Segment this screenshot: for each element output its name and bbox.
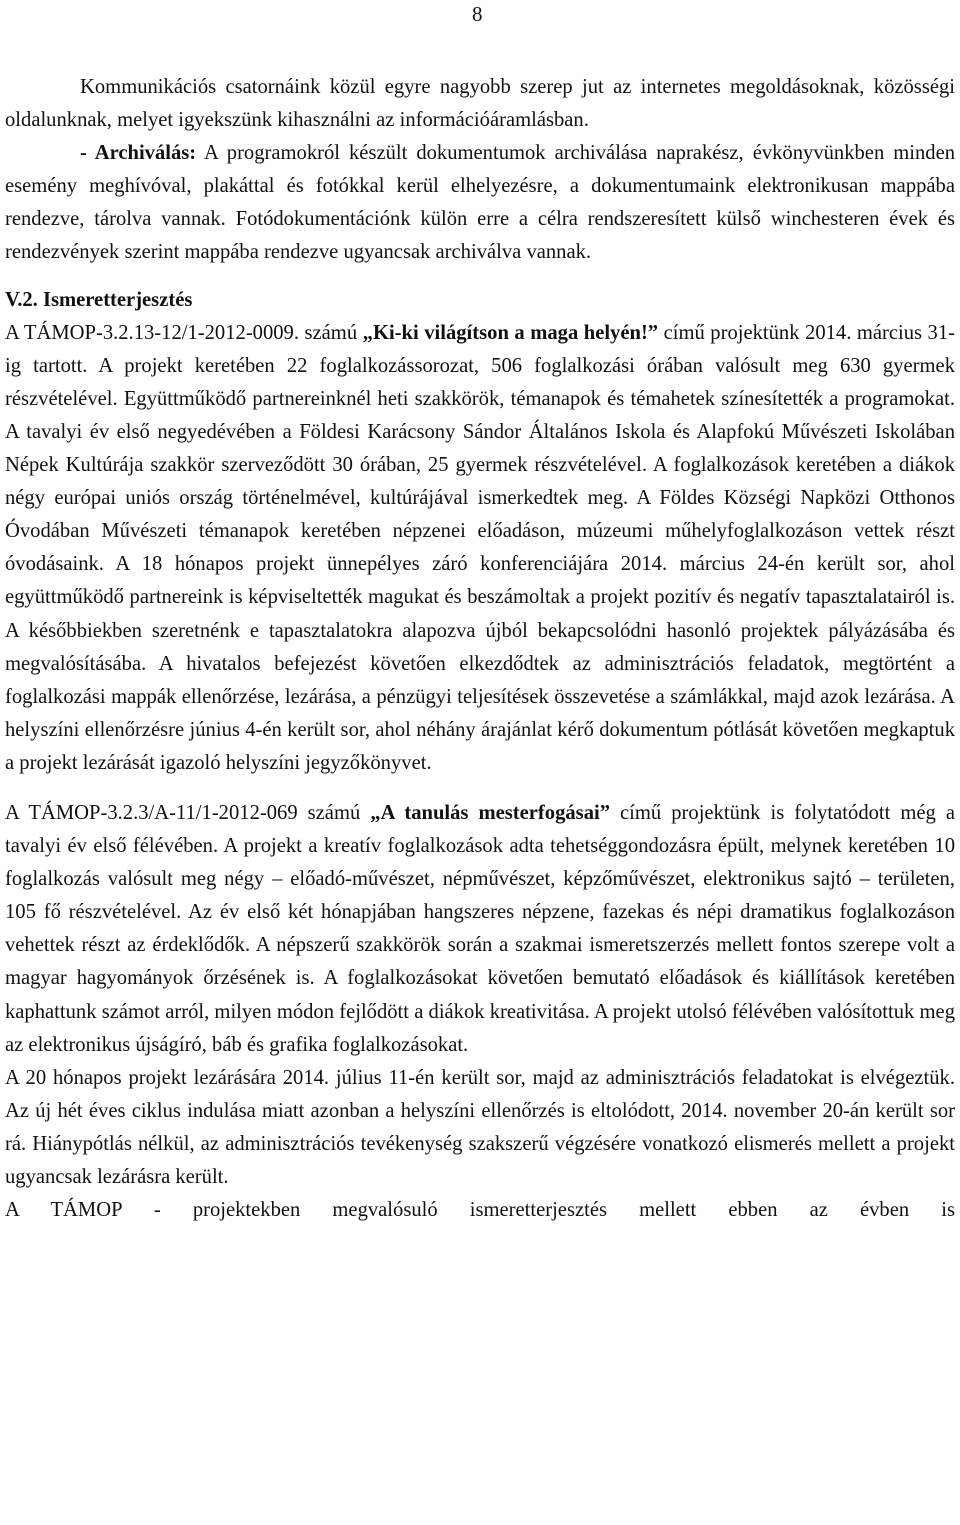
paragraph-communication: Kommunikációs csatornáink közül egyre nagyobb szerep jut az internetes megoldásoknak, közösségi oldalunknak, melyet igyekszünk kihasználni az információáramlásban. xyxy=(5,76,955,132)
archiving-lead: - Archiválás: xyxy=(80,142,197,165)
project-1-pre: A TÁMOP-3.2.13-12/1-2012-0009. számú xyxy=(5,321,363,344)
project-1-title: „Ki-ki világítson a maga helyén!” xyxy=(362,321,659,344)
project-1-text: című projektünk 2014. március 31-ig tartott. A projekt keretében 22 foglalkozássorozat, 506 foglalkozási órában valósult meg 630 gyermek részvételével. Együttműködő partnereinknél heti szakkörök, témanapok és témahetek színesítették a programokat. A tavalyi év első negyedévében a Földesi Karácsony Sándor Általános Iskola és Alapfokú Művészeti Iskolában Népek Kultúrája szakkör szerveződött 30 órában, 25 gyermek részvételével. A foglalkozások keretében a diákok négy európai uniós ország történelmével, kultúrájával ismerkedtek meg. A Földes Községi Napközi Otthonos Óvodában Művészeti témanapok keretében népzenei előadáson, múzeumi műhelyfoglalkozáson vettek részt óvodásaink. A 18 hónapos projekt ünnepélyes záró konferenciájára 2014. március 24-én került sor, ahol együttműködő partnereink is képviseltették magukat és beszámoltak a projekt pozitív és negatív tapasztalatairól is. A későbbiekben szeretnénk e tapasztalatokra alapozva újból bekapcsolódni hasonló projektek pályázásába és megvalósításába. A hivatalos befejezést követően elkezdődtek az adminisztrációs feladatok, megtörtént a foglalkozási mappák ellenőrzése, lezárása, a pénzügyi teljesítések összevetése a számlákkal, majd azok lezárása. A helyszíni ellenőrzésre június 4-én került sor, ahol néhány árajánlat kérő dokumentum pótlását követően megkaptuk a projekt lezárását igazoló helyszíni jegyzőkönyvet. xyxy=(5,321,956,774)
paragraph-closure: A 20 hónapos projekt lezárására 2014. július 11-én került sor, majd az adminisztrációs feladatokat is elvégeztük. Az új hét éves ciklus indulása miatt azonban a helyszíni ellenőrzés is eltolódott, 2014. november 20-án került sor rá. Hiánypótlás nélkül, az adminisztrációs tevékenység szakszerű végzésére vonatkozó elismerés mellett a projekt ugyancsak lezárásra került. xyxy=(5,1066,955,1188)
paragraph-project-1 xyxy=(5,317,955,780)
project-2-title: „A tanulás mesterfogásai” xyxy=(370,801,611,824)
paragraph-project-2 xyxy=(5,797,955,1062)
project-2-text: című projektünk is folytatódott még a tavalyi év első félévében. A projekt a kreatív foglalkozások adta tehetséggondozásra épült, melynek keretében 10 foglalkozás valósult meg négy – előadó-művészet, népművészet, képzőművészet, elektronikus sajtó – területen, 105 fő részvételével. Az év első két hónapjában hangszeres népzene, fazekas és népi dramatikus foglalkozáson vehettek részt az érdeklődők. A népszerű szakkörök során a szakmai ismeretszerzés mellett fontos szerepe volt a magyar hagyományok őrzésének is. A foglalkozásokat követően bemutató előadások és kiállítások keretében kaphattunk számot arról, milyen módon fejlődött a diákok kreativitása. A projekt utolsó félévében valósítottuk meg az elektronikus újságíró, báb és grafika foglalkozásokat. xyxy=(5,801,956,1056)
document-body xyxy=(5,71,955,1227)
project-2-pre: A TÁMOP-3.2.3/A-11/1-2012-069 számú xyxy=(5,801,371,824)
archiving-text: A programokról készült dokumentumok archiválása naprakész, évkönyvünkben minden esemény meghívóval, plakáttal és fotókkal kerül elhelyezésre, a dokumentumaink elektronikusan mappába rendezve, tárolva vannak. Fotódokumentációnk külön erre a célra rendszeresített külső winchesteren évek és rendezvények szerint mappába rendezve ugyancsak archiválva vannak. xyxy=(5,142,956,264)
section-heading: V.2. Ismeretterjesztés xyxy=(5,288,193,311)
page-number: 8 xyxy=(472,2,483,26)
paragraph-archiving xyxy=(5,137,955,269)
paragraph-continuation: A TÁMOP - projektekben megvalósuló ismeretterjesztés mellett ebben az évben is xyxy=(5,1199,955,1222)
